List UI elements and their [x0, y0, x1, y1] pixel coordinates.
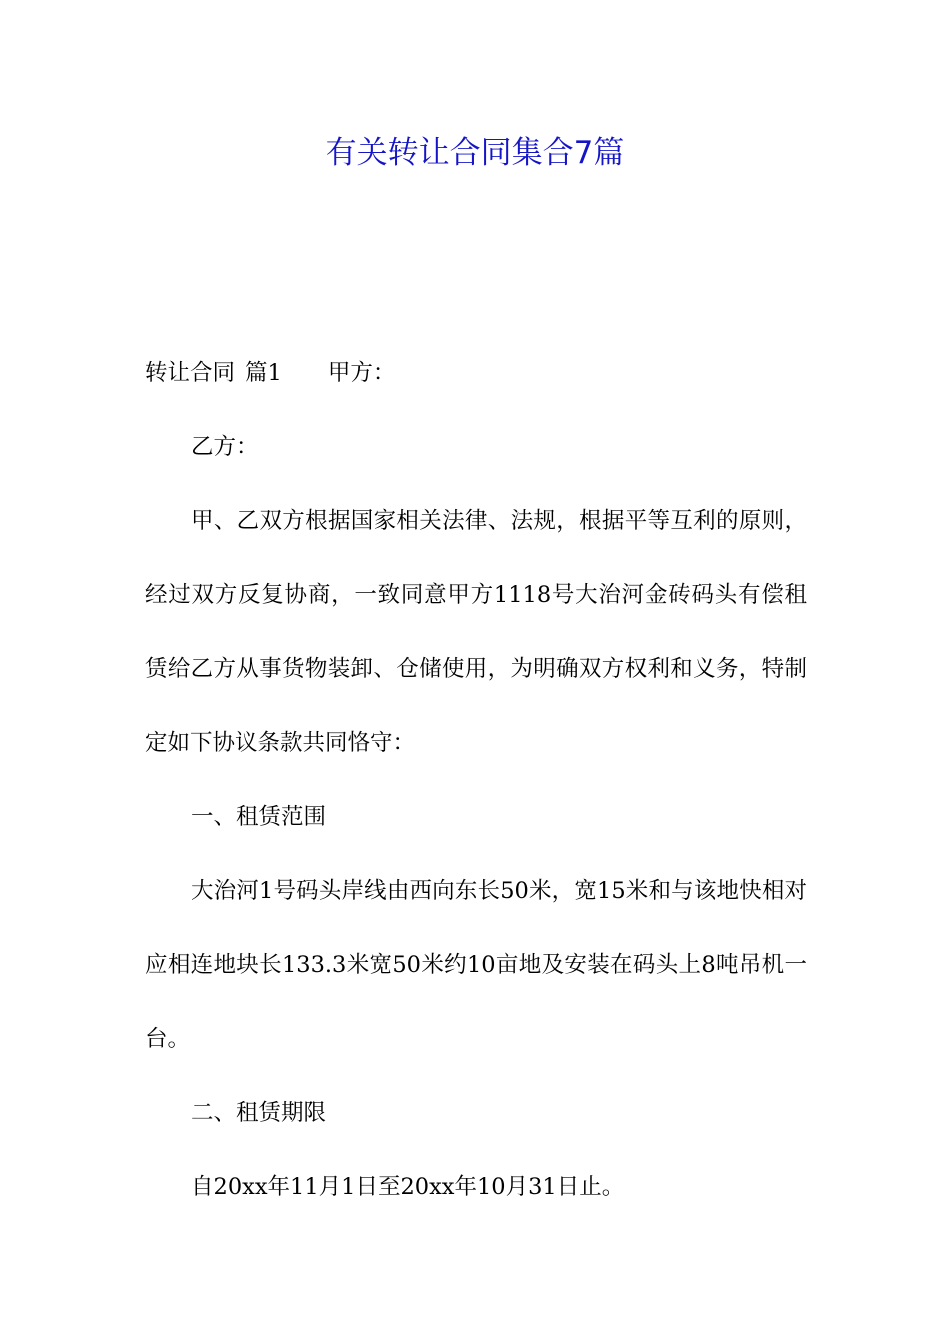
clause-2-body: 自20xx年11月1日至20xx年10月31日止。 [191, 1174, 625, 1200]
section-heading-line [145, 336, 807, 410]
clause-1-heading: 一、租赁范围 [191, 804, 327, 830]
document-body [145, 336, 807, 1224]
intro-paragraph: 甲、乙双方根据国家相关法律、法规，根据平等互利的原则，经过双方反复协商，一致同意甲方1118号大治河金砖码头有偿租赁给乙方从事货物装卸、仓储使用，为明确双方权利和义务，特制定如下协议条款共同恪守： [145, 508, 807, 756]
clause-1-body: 大治河1号码头岸线由西向东长50米，宽15米和与该地快相对应相连地块长133.3米宽50米约10亩地及安装在码头上8吨吊机一台。 [145, 878, 807, 1052]
section-heading: 转让合同 [145, 360, 236, 386]
clause-2-heading: 二、租赁期限 [191, 1100, 327, 1126]
party-b-label: 乙方： [191, 434, 259, 460]
document-title: 有关转让合同集合7篇 [325, 135, 625, 171]
section-number: 篇1 [245, 360, 282, 386]
party-a-label: 甲方： [327, 360, 396, 386]
